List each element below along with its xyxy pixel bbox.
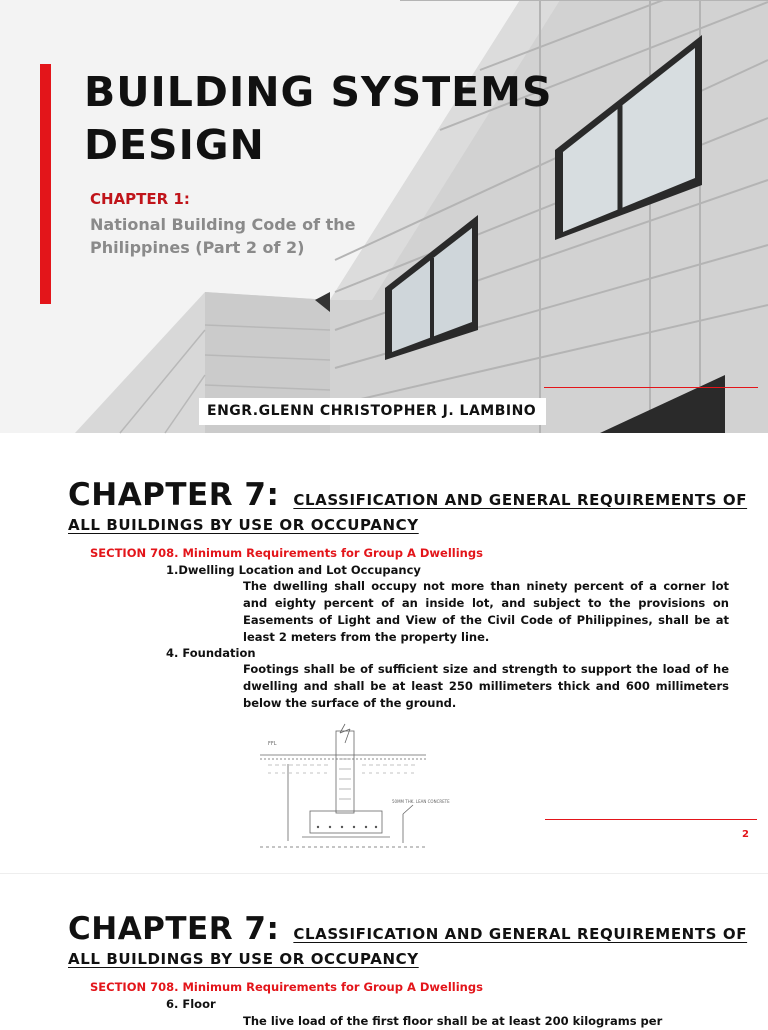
title-line-2: DESIGN bbox=[84, 121, 265, 169]
paragraph: The live load of the first floor shall be at least 200 kilograms per bbox=[243, 1014, 663, 1028]
cover-slide bbox=[0, 0, 768, 433]
paragraph: Footings shall be of sufficient size and strength to support the load of he dwelling and shall be at least 250 millimeters thick and 600 millimeters below the surface of the ground. bbox=[243, 662, 729, 710]
footing-diagram bbox=[258, 719, 450, 855]
chapter-number: CHAPTER 7: bbox=[68, 477, 280, 513]
chapter-heading bbox=[68, 477, 747, 513]
page-number: 2 bbox=[742, 829, 749, 840]
chapter-title-line-2: ALL BUILDINGS BY USE OR OCCUPANCY bbox=[68, 516, 419, 534]
presentation-title bbox=[84, 66, 553, 172]
section-heading: SECTION 708. Minimum Requirements for Group A Dwellings bbox=[90, 980, 483, 994]
section-heading: SECTION 708. Minimum Requirements for Group A Dwellings bbox=[90, 546, 483, 560]
accent-line bbox=[545, 819, 757, 820]
accent-line bbox=[544, 387, 758, 388]
paragraph: The dwelling shall occupy not more than ninety percent of a corner lot and eighty percent of an inside lot, and subject to the provisions on Easements of Light and View of the Civil Code of Philippines, shall be at least 2 meters from the property line. bbox=[243, 579, 729, 644]
accent-bar bbox=[40, 64, 51, 304]
subtitle: National Building Code of the Philippines (Part 2 of 2) bbox=[90, 215, 356, 257]
item-heading: 6. Floor bbox=[166, 997, 216, 1011]
item-heading: 4. Foundation bbox=[166, 646, 256, 660]
item-heading: 1.Dwelling Location and Lot Occupancy bbox=[166, 563, 421, 577]
chapter-heading bbox=[68, 911, 747, 947]
chapter-label: CHAPTER 1: bbox=[90, 190, 190, 208]
diagram-label: FFL bbox=[268, 741, 277, 747]
author-name: ENGR.GLENN CHRISTOPHER J. LAMBINO bbox=[199, 398, 546, 425]
chapter-title-line-2: ALL BUILDINGS BY USE OR OCCUPANCY bbox=[68, 950, 419, 968]
title-line-1: BUILDING SYSTEMS bbox=[84, 68, 553, 116]
chapter-title-line-1: CLASSIFICATION AND GENERAL REQUIREMENTS OF bbox=[293, 925, 748, 943]
diagram-label: 50MM THK. LEAN CONCRETE bbox=[392, 799, 450, 804]
content-slide-2 bbox=[0, 873, 768, 1028]
chapter-number: CHAPTER 7: bbox=[68, 911, 280, 947]
chapter-title-line-1: CLASSIFICATION AND GENERAL REQUIREMENTS OF bbox=[293, 491, 748, 509]
